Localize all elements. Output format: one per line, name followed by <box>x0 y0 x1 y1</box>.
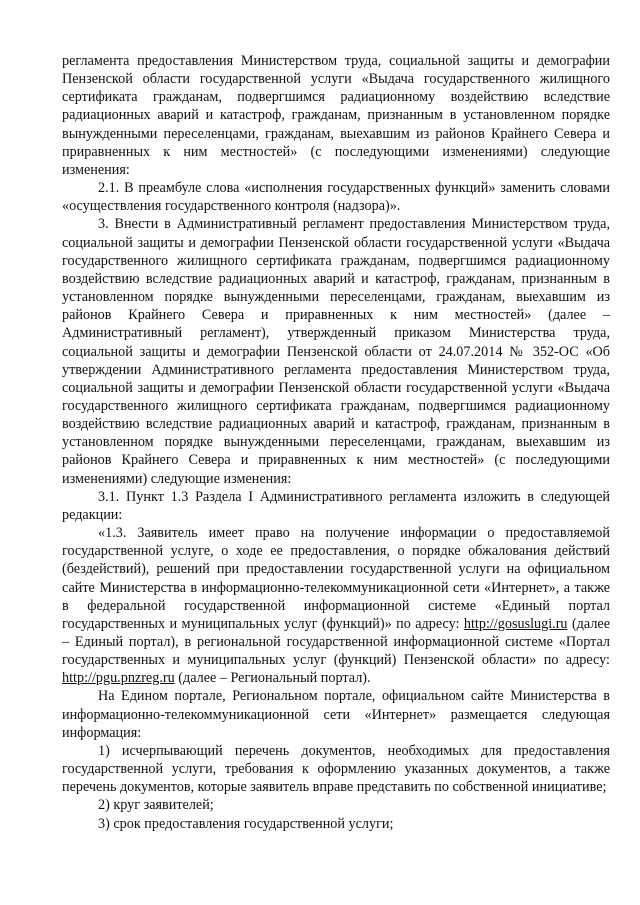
list-item-1: 1) исчерпывающий перечень документов, необходимых для предоставления государственной услуги, требования к оформлению указанных документов, а также перечень документов, которые заявитель вправе представить по собственной инициативе; <box>62 742 610 796</box>
paragraph-1-3-quote <box>62 524 610 687</box>
paragraph-1-3-text-a: «1.3. Заявитель имеет право на получение информации о предоставляемой государственной услуге, о ходе ее предоставления, о порядке обжалования действий (бездействий), решений при предоставлении государственной услуги на официальном сайте Министерства в информационно-телекоммуникационной сети «Интернет», а также в федеральной государственной информационной системе «Единый портал государственных и муниципальных услуг (функций)» по адресу: <box>62 525 610 632</box>
list-item-3: 3) срок предоставления государственной услуги; <box>98 815 394 832</box>
paragraph-3-1: 3.1. Пункт 1.3 Раздела I Административного регламента изложить в следующей редакции: <box>62 488 610 523</box>
paragraph-portal-info: На Едином портале, Региональном портале, официальном сайте Министерства в информационно-телекоммуникационной сети «Интернет» размещается следующая информация: <box>62 688 610 741</box>
document-page <box>62 52 610 833</box>
paragraph-1-3-text-b: (далее – Единый портал), в региональной государственной информационной системе «Портал государственных и муниципальных услуг (функций) Пензенской области» по адресу: <box>62 615 610 669</box>
pgu-pnzreg-link[interactable]: http://pgu.pnzreg.ru <box>62 670 175 687</box>
paragraph-1-3-text-c: (далее – Региональный портал). <box>174 670 371 687</box>
list-item-2: 2) круг заявителей; <box>98 797 214 814</box>
paragraph-regulation-continuation: регламента предоставления Министерством труда, социальной защиты и демографии Пензенской области государственной услуги «Выдача государственного жилищного сертификата гражданам, подвергшимся радиационному воздействию вследствие радиационных аварий и катастроф, гражданам, признанным в установленном порядке вынужденными переселенцами, гражданам, выехавшим из районов Крайнего Севера и приравненных к ним местностей» (с последующими изменениями) следующие изменения: <box>62 53 610 178</box>
gosuslugi-link[interactable]: http://gosuslugi.ru <box>463 615 568 632</box>
paragraph-3: 3. Внести в Административный регламент предоставления Министерством труда, социальной защиты и демографии Пензенской области государственной услуги «Выдача государственного жилищного сертификата гражданам, подвергшимся радиационному воздействию вследствие радиационных аварий и катастроф, гражданам, признанным в установленном порядке вынужденными переселенцами, гражданам, выехавшим из районов Крайнего Севера и приравненных к ним местностей» (далее – Административный регламент), утвержденный приказом Министерства труда, социальной защиты и демографии Пензенской области от 24.07.2014 № 352-ОС «Об утверждении Административного регламента предоставления Министерством труда, социальной защиты и демографии Пензенской области государственной услуги «Выдача государственного жилищного сертификата гражданам, подвергшимся радиационному воздействию вследствие радиационных аварий и катастроф, гражданам, признанным в установленном порядке вынужденными переселенцами, гражданам, выехавшим из районов Крайнего Севера и приравненных к ним местностей» (с последующими изменениями) следующие изменения: <box>62 216 610 487</box>
paragraph-2-1: 2.1. В преамбуле слова «исполнения государственных функций» заменить словами «осуществления государственного контроля (надзора)». <box>62 180 610 215</box>
